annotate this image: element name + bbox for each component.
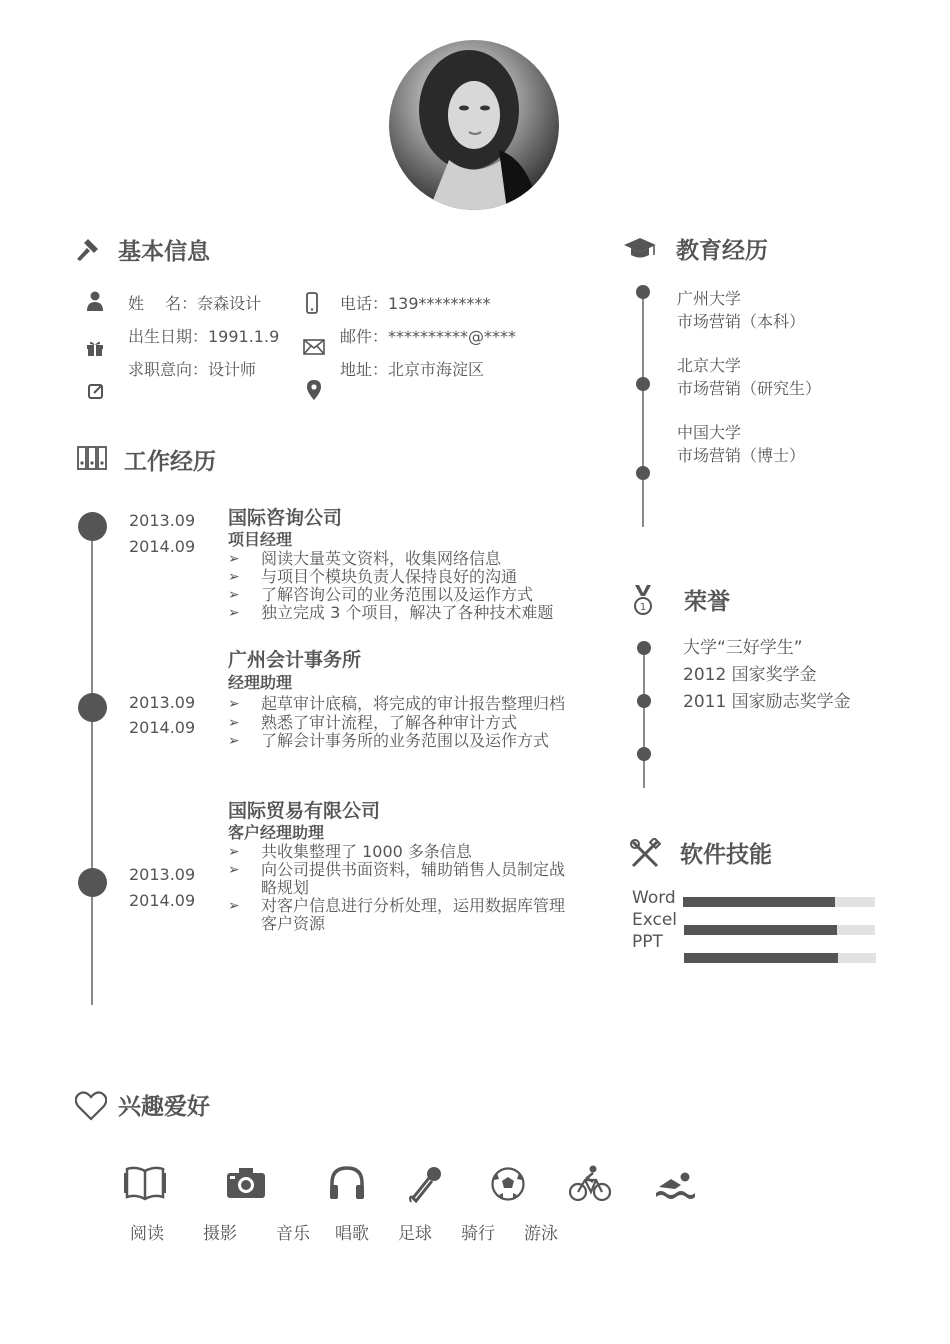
job-entry [228, 506, 578, 622]
job-start-date: 2013.09 [129, 693, 196, 712]
honor-dot [637, 694, 651, 708]
job-duty: ➢ 向公司提供书面资料，辅助销售人员制定战略规划 [228, 861, 578, 897]
education-dot [636, 466, 650, 480]
job-duty: ➢ 独立完成 3 个项目，解决了各种技术难题 [228, 604, 578, 622]
education-timeline-line [642, 292, 644, 527]
name-field: 姓 名：奈森设计 [128, 294, 262, 313]
phone-field: 电话：139********* [340, 294, 491, 313]
skill-name: Word [632, 888, 676, 908]
svg-text:1: 1 [639, 602, 647, 613]
person-icon [84, 290, 106, 312]
skill-bar-track [684, 925, 875, 935]
basic-info-title: 基本信息 [118, 239, 210, 265]
graduation-cap-icon [622, 235, 658, 261]
hobby-label: 音乐 [276, 1224, 310, 1244]
medal-icon [628, 583, 658, 617]
honor-dot [637, 747, 651, 761]
job-duty: ➢ 与项目个模块负责人保持良好的沟通 [228, 568, 578, 586]
hobby-label: 足球 [398, 1224, 432, 1244]
job-position: 经理助理 [228, 673, 293, 692]
swimming-icon [654, 1168, 696, 1200]
job-end-date: 2014.09 [129, 537, 196, 556]
hobby-label: 阅读 [130, 1224, 164, 1244]
education-school: 中国大学 [677, 423, 742, 442]
education-dot [636, 377, 650, 391]
work-title: 工作经历 [124, 449, 216, 475]
heart-icon [74, 1090, 108, 1122]
education-major: 市场营销（博士） [677, 446, 806, 465]
work-dot [78, 693, 107, 722]
hobby-label: 游泳 [524, 1224, 558, 1244]
job-company: 国际咨询公司 [228, 507, 343, 529]
job-duty: ➢ 起草审计底稿，将完成的审计报告整理归档 [228, 694, 578, 714]
book-icon [123, 1163, 167, 1203]
headphones-icon [326, 1164, 368, 1202]
bicycle-icon [568, 1163, 612, 1203]
envelope-icon [302, 337, 326, 357]
work-dot [78, 868, 107, 897]
soccer-ball-icon [489, 1165, 527, 1203]
hobby-label: 骑行 [461, 1224, 495, 1244]
gift-icon [84, 337, 106, 359]
job-position: 项目经理 [228, 530, 293, 549]
job-company: 国际贸易有限公司 [228, 800, 381, 822]
honor-item: 2012 国家奖学金 [683, 665, 817, 685]
job-intention-field: 求职意向：设计师 [128, 360, 257, 379]
skill-bar-fill [684, 925, 837, 935]
skill-name: PPT [632, 932, 663, 952]
job-duty: ➢ 了解会计事务所的业务范围以及运作方式 [228, 732, 578, 750]
job-end-date: 2014.09 [129, 891, 196, 910]
job-duty: ➢ 了解咨询公司的业务范围以及运作方式 [228, 586, 578, 604]
education-major: 市场营销（研究生） [677, 379, 822, 398]
binders-icon [76, 444, 108, 472]
honor-item: 2011 国家励志奖学金 [683, 692, 851, 712]
camera-icon [225, 1166, 267, 1200]
skill-bar-fill [684, 953, 838, 963]
education-dot [636, 285, 650, 299]
education-school: 广州大学 [677, 289, 742, 308]
birth-date-field: 出生日期：1991.1.9 [128, 327, 280, 346]
hobbies-title: 兴趣爱好 [118, 1094, 210, 1120]
job-start-date: 2013.09 [129, 511, 196, 530]
job-entry [228, 648, 578, 750]
hobby-label: 唱歌 [335, 1224, 369, 1244]
job-duty: ➢ 阅读大量英文资料，收集网络信息 [228, 550, 578, 568]
honor-dot [637, 641, 651, 655]
job-duty: ➢ 熟悉了审计流程，了解各种审计方式 [228, 714, 578, 732]
skill-bar-track [684, 953, 876, 963]
microphone-icon [406, 1164, 444, 1204]
job-duty: ➢ 对客户信息进行分析处理，运用数据库管理客户资源 [228, 897, 578, 933]
education-major: 市场营销（本科） [677, 312, 806, 331]
job-company: 广州会计事务所 [228, 649, 362, 671]
education-school: 北京大学 [677, 356, 742, 375]
tools-icon [627, 837, 663, 871]
job-start-date: 2013.09 [129, 865, 196, 884]
job-entry [228, 799, 578, 933]
email-field: 邮件：**********@**** [340, 327, 517, 346]
work-timeline-line [91, 525, 93, 1005]
skills-title: 软件技能 [680, 842, 772, 868]
job-duty: ➢ 共收集整理了 1000 多条信息 [228, 843, 578, 861]
job-position: 客户经理助理 [228, 823, 325, 842]
address-field: 地址：北京市海淀区 [340, 360, 485, 379]
hammer-icon [73, 234, 103, 264]
skill-bar-track [683, 897, 875, 907]
work-dot [78, 512, 107, 541]
skill-name: Excel [632, 910, 678, 930]
location-pin-icon [305, 379, 323, 401]
skill-bar-fill [683, 897, 835, 907]
phone-icon [303, 291, 321, 315]
honors-title: 荣誉 [684, 589, 730, 615]
education-title: 教育经历 [676, 238, 768, 264]
hobby-label: 摄影 [203, 1224, 237, 1244]
profile-photo [389, 40, 559, 210]
job-end-date: 2014.09 [129, 718, 196, 737]
edit-icon [85, 380, 107, 402]
honor-item: 大学“三好学生” [683, 638, 803, 658]
honors-timeline-line [643, 648, 645, 788]
